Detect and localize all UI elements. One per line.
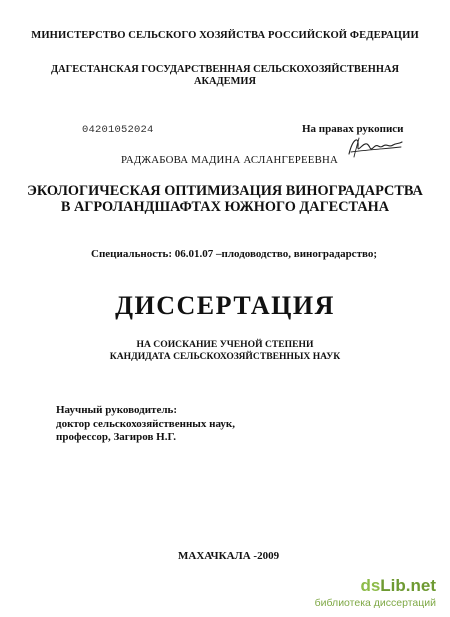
document-type-heading: ДИССЕРТАЦИЯ xyxy=(115,291,335,320)
dslib-logo xyxy=(315,577,436,595)
title-line1: ЭКОЛОГИЧЕСКАЯ ОПТИМИЗАЦИЯ ВИНОГРАДАРСТВА xyxy=(27,183,423,199)
supervisor-block xyxy=(56,404,235,445)
supervisor-degree: доктор сельскохозяйственных наук, xyxy=(56,417,235,430)
degree-line2: КАНДИДАТА СЕЛЬСКОХОЗЯЙСТВЕННЫХ НАУК xyxy=(109,351,341,362)
academy-heading-line1: ДАГЕСТАНСКАЯ ГОСУДАРСТВЕННАЯ СЕЛЬСКОХОЗЯЙСТВЕННАЯ xyxy=(51,64,399,75)
handwritten-signature xyxy=(345,132,405,160)
title-line2: В АГРОЛАНДШАФТАХ ЮЖНОГО ДАГЕСТАНА xyxy=(60,198,390,215)
author-name: РАДЖАБОВА МАДИНА АСЛАНГЕРЕЕВНА xyxy=(121,154,338,166)
logo-part1: ds xyxy=(360,576,381,595)
degree-line1: НА СОИСКАНИЕ УЧЕНОЙ СТЕПЕНИ xyxy=(136,339,314,350)
logo-part2: Lib.net xyxy=(380,576,436,595)
watermark-subtitle: библиотека диссертаций xyxy=(314,597,436,609)
academy-heading-line2: АКАДЕМИЯ xyxy=(193,76,256,87)
dslib-watermark xyxy=(315,577,436,609)
registration-number: 04201052024 xyxy=(82,124,154,136)
rights-note: На правах рукописи xyxy=(302,123,404,135)
academy-heading xyxy=(0,64,450,88)
ministry-heading: МИНИСТЕРСТВО СЕЛЬСКОГО ХОЗЯЙСТВА РОССИЙСКОЙ ФЕДЕРАЦИИ xyxy=(31,30,419,41)
specialty-line: Специальность: 06.01.07 –плодоводство, виноградарство; xyxy=(91,248,377,260)
city-year: МАХАЧКАЛА -2009 xyxy=(178,550,280,562)
supervisor-name: профессор, Загиров Н.Г. xyxy=(56,431,176,443)
degree-statement xyxy=(0,339,450,363)
supervisor-label: Научный руководитель: xyxy=(56,404,177,416)
dissertation-title xyxy=(0,184,450,215)
